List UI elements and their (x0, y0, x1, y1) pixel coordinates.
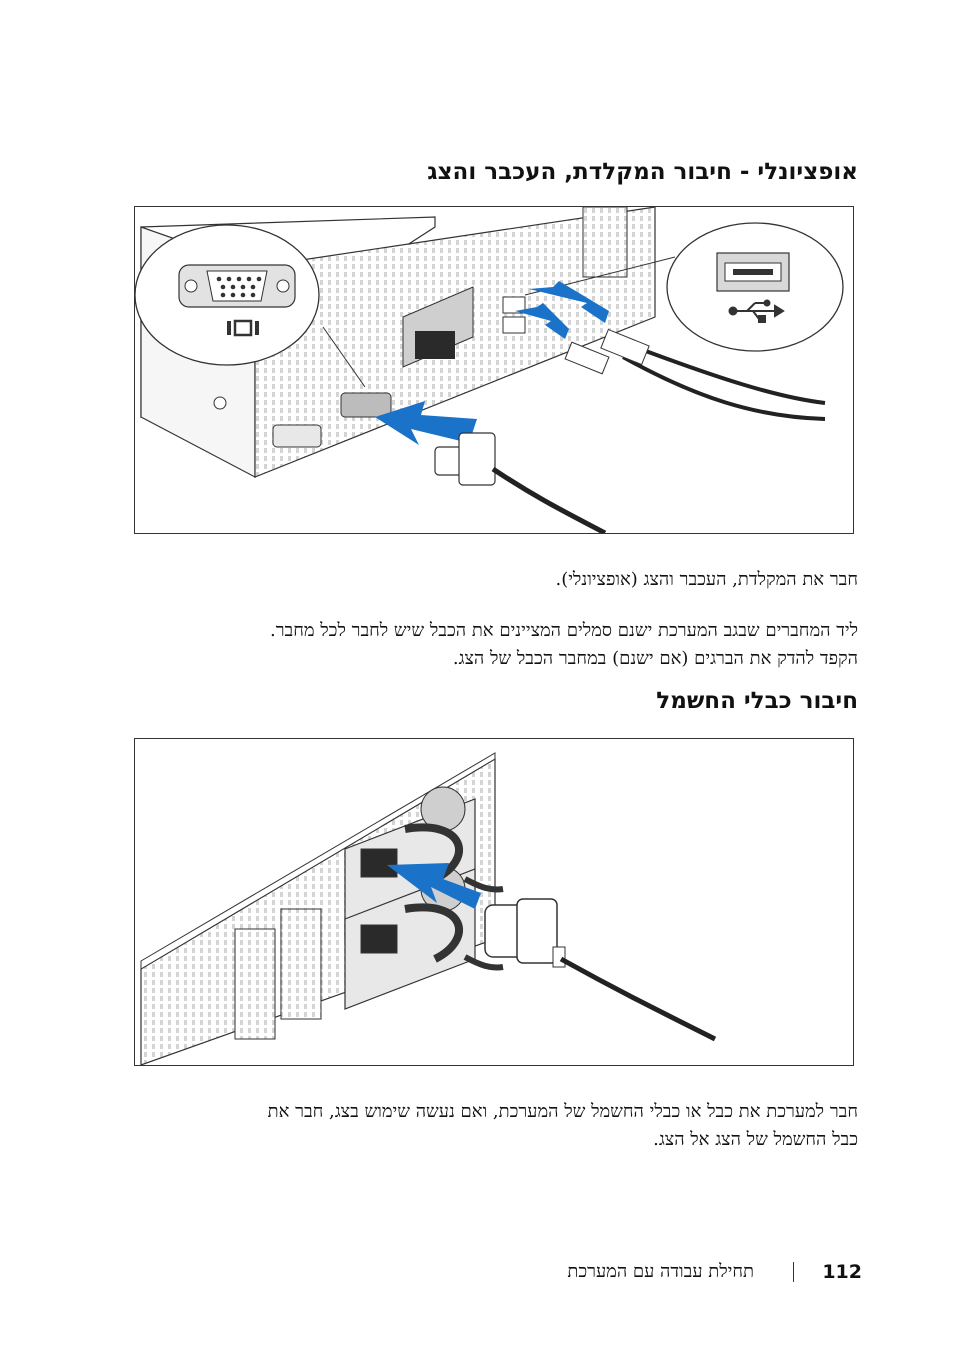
vga-port (341, 393, 391, 417)
vent-right (583, 207, 627, 277)
paragraph-connect-power (118, 1098, 858, 1154)
chassis-screw (214, 397, 226, 409)
peripheral-illustration (135, 207, 853, 533)
vga-connector-icon (179, 265, 295, 307)
power-cable (561, 959, 715, 1039)
paragraph-line: הקפד להדק את הברגים (אם ישנם) במחבר הכבל של הצג. (452, 648, 858, 669)
power-illustration (135, 739, 853, 1065)
power-plug-grip (517, 899, 557, 963)
power-socket-lower (361, 925, 397, 953)
figure-power-cables (134, 738, 854, 1066)
psu-socket (415, 331, 455, 359)
power-plug-strain-relief (553, 947, 565, 967)
usb-port-icon (717, 253, 789, 291)
slot-cover-1 (235, 929, 275, 1039)
footer-title: תחילת עבודה עם המערכת (567, 1261, 754, 1282)
footer-divider (793, 1262, 794, 1282)
vga-cable (493, 469, 605, 533)
usb-cable-1 (623, 357, 825, 419)
cable-strap-lower (465, 957, 503, 968)
usb-port-lower (503, 317, 525, 333)
section-heading-peripherals: אופציונלי - חיבור המקלדת, העכבר והצג (427, 159, 858, 185)
usb-cable-2 (635, 347, 825, 403)
paragraph-line: כבל החשמל של הצג אל הצג. (653, 1129, 858, 1150)
paragraph-line: חבר את המקלדת, העכבר והצג (אופציונלי). (555, 569, 858, 590)
paragraph-connect-peripherals (118, 566, 858, 594)
paragraph-line: ליד המחברים שבגב המערכת ישנם סמלים המציינים את הכבל שיש לחבר לכל מחבר. (269, 620, 858, 641)
paragraph-connector-symbols (118, 617, 858, 673)
slot-cover-2 (281, 909, 321, 1019)
vga-plug-body (459, 433, 495, 485)
paragraph-line: חבר למערכת את כבל או כבלי החשמל של המערכת, ואם נעשה שימוש בצג, חבר את (267, 1101, 858, 1122)
figure-peripheral-connections (134, 206, 854, 534)
section-heading-power: חיבור כבלי החשמל (656, 688, 858, 714)
page-number: 112 (822, 1261, 862, 1283)
serial-port (273, 425, 321, 447)
power-socket-upper (361, 849, 397, 877)
